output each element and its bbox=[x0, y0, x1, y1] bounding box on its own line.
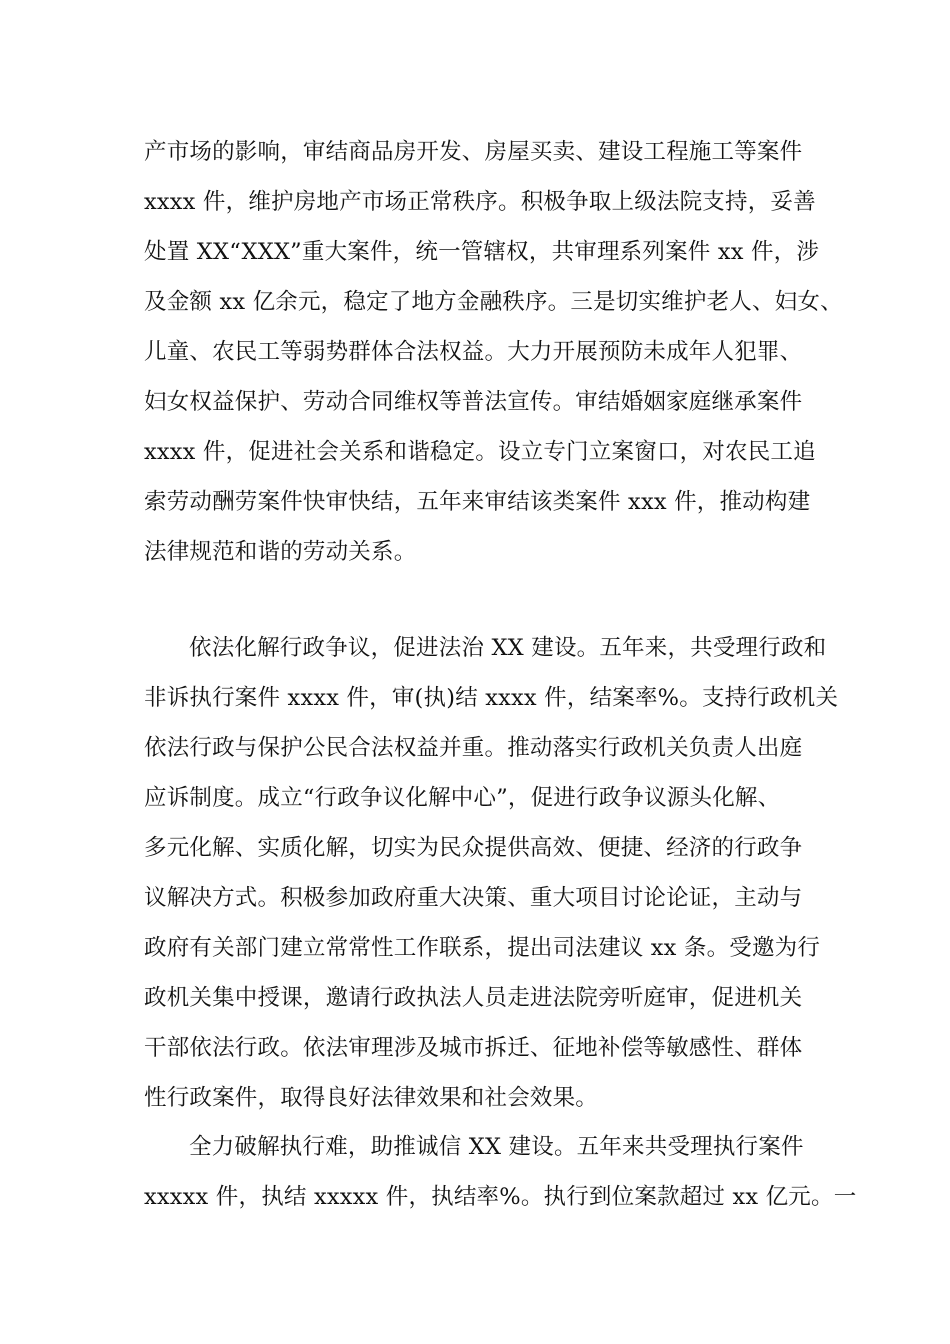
paragraph-line: 应诉制度。成立“行政争议化解中心”，促进行政争议源头化解、 bbox=[144, 785, 781, 811]
paragraph-line: 妇女权益保护、劳动合同维权等普法宣传。审结婚姻家庭继承案件 bbox=[144, 389, 803, 415]
paragraph-line: 处置 XX“XXX”重大案件，统一管辖权，共审理系列案件 xx 件，涉 bbox=[144, 239, 820, 265]
paragraph-line: 法律规范和谐的劳动关系。 bbox=[144, 539, 417, 565]
paragraph-line: 依法行政与保护公民合法权益并重。推动落实行政机关负责人出庭 bbox=[144, 735, 803, 761]
paragraph-line: 儿童、农民工等弱势群体合法权益。大力开展预防未成年人犯罪、 bbox=[144, 339, 803, 365]
paragraph-line: 干部依法行政。依法审理涉及城市拆迁、征地补偿等敏感性、群体 bbox=[144, 1035, 803, 1061]
paragraph-line: 产市场的影响，审结商品房开发、房屋买卖、建设工程施工等案件 bbox=[144, 139, 803, 165]
paragraph-line: 政府有关部门建立常常性工作联系，提出司法建议 xx 条。受邀为行 bbox=[144, 935, 821, 961]
paragraph-line: 非诉执行案件 xxxx 件，审(执)结 xxxx 件，结案率%。支持行政机关 bbox=[144, 685, 839, 711]
paragraph-line: 全力破解执行难，助推诚信 XX 建设。五年来共受理执行案件 bbox=[189, 1134, 804, 1160]
paragraph-line: 索劳动酬劳案件快审快结，五年来审结该类案件 xxx 件，推动构建 bbox=[144, 489, 811, 515]
paragraph-line: 依法化解行政争议，促进法治 XX 建设。五年来，共受理行政和 bbox=[189, 635, 827, 661]
paragraph-line: 议解决方式。积极参加政府重大决策、重大项目讨论论证，主动与 bbox=[144, 885, 803, 911]
paragraph-line: xxxx 件，维护房地产市场正常秩序。积极争取上级法院支持，妥善 bbox=[144, 189, 816, 215]
paragraph-line: 多元化解、实质化解，切实为民众提供高效、便捷、经济的行政争 bbox=[144, 835, 803, 861]
paragraph-line: 政机关集中授课，邀请行政执法人员走进法院旁听庭审，促进机关 bbox=[144, 985, 803, 1011]
paragraph-line: 及金额 xx 亿余元，稳定了地方金融秩序。三是切实维护老人、妇女、 bbox=[144, 289, 843, 315]
paragraph-line: xxxx 件，促进社会关系和谐稳定。设立专门立案窗口，对农民工追 bbox=[144, 439, 816, 465]
paragraph-line: xxxxx 件，执结 xxxxx 件，执结率%。执行到位案款超过 xx 亿元。一 bbox=[144, 1184, 857, 1210]
paragraph-line: 性行政案件，取得良好法律效果和社会效果。 bbox=[144, 1085, 599, 1111]
